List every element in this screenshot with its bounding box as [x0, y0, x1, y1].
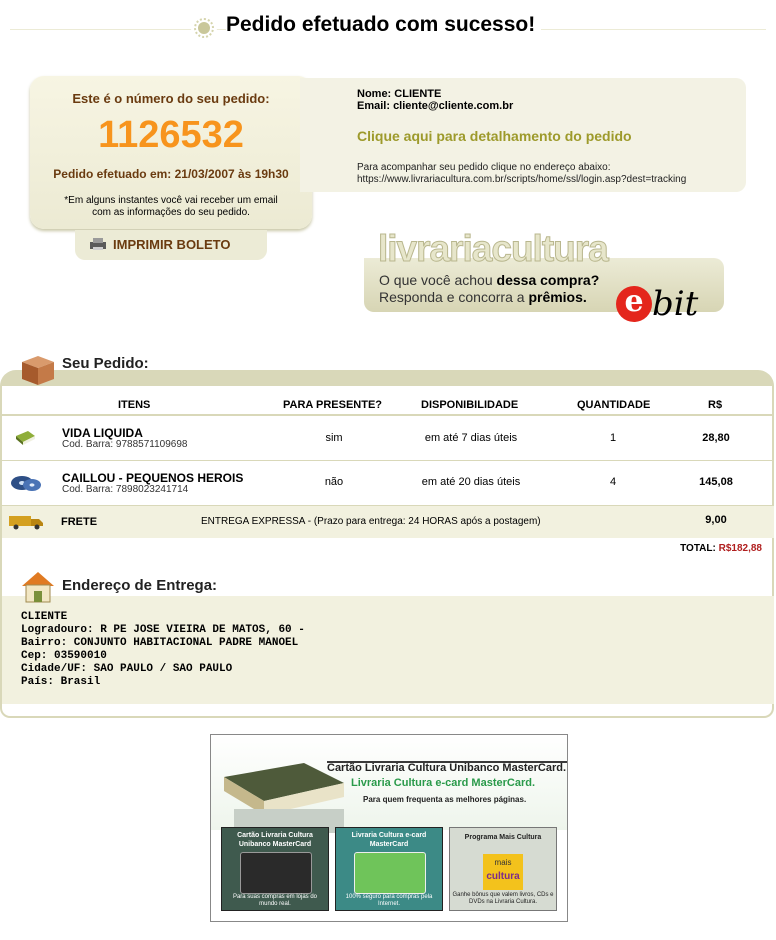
- ebit-logo-text: bit: [652, 284, 699, 324]
- product-name: VIDA LIQUIDA: [62, 426, 143, 440]
- table-row: [0, 461, 776, 505]
- livraria-cultura-logo: livrariacultura: [378, 228, 608, 269]
- promo-mais-cultura[interactable]: [449, 827, 557, 911]
- gift-value: não: [324, 476, 344, 488]
- ebit-question: O que você achou dessa compra?: [379, 272, 600, 288]
- house-icon: [20, 570, 56, 604]
- address-recipient: CLIENTE: [21, 611, 68, 623]
- credit-card-icon: [240, 852, 312, 894]
- address-street: Logradouro: R PE JOSE VIEIRA DE MATOS, 60 -: [21, 624, 305, 636]
- book-icon: [14, 430, 36, 446]
- column-header-availability: DISPONIBILIDADE: [421, 399, 519, 411]
- order-section-title: Seu Pedido:: [62, 355, 149, 372]
- address-district: Bairro: CONJUNTO HABITACIONAL PADRE MANOEL: [21, 637, 299, 649]
- card-title: Programa Mais Cultura: [464, 834, 542, 841]
- promo-card-unibanco[interactable]: [221, 827, 329, 911]
- column-header-price: R$: [708, 399, 723, 411]
- availability-value: em até 20 dias úteis: [421, 476, 521, 488]
- shipping-price: 9,00: [705, 514, 727, 526]
- order-detail-link[interactable]: Clique aqui para detalhamento do pedido: [357, 128, 632, 144]
- total-value: R$182,88: [718, 543, 762, 554]
- availability-value: em até 7 dias úteis: [424, 432, 518, 444]
- order-note-line: com as informações do seu pedido.: [92, 207, 250, 218]
- price-value: 28,80: [702, 432, 730, 444]
- column-header-quantity: QUANTIDADE: [577, 399, 651, 411]
- customer-email: Email: cliente@cliente.com.br: [357, 100, 514, 112]
- shipping-row: [2, 506, 774, 538]
- order-number-panel: [30, 76, 312, 229]
- customer-name: Nome: CLIENTE: [357, 88, 442, 100]
- tracking-url-link[interactable]: https://www.livrariacultura.com.br/scripts/home/ssl/login.asp?dest=tracking: [357, 174, 687, 185]
- delivery-address-panel: [2, 596, 774, 704]
- card-caption: Para suas compras em lojas do mundo real.: [232, 894, 318, 907]
- dvd-icon: [10, 473, 42, 493]
- ebit-survey-banner[interactable]: [364, 228, 726, 324]
- price-value: 145,08: [699, 476, 733, 488]
- card-caption: 100% seguro para compras pela Internet.: [345, 894, 433, 907]
- gift-value: sim: [325, 432, 343, 444]
- order-total: [680, 543, 762, 554]
- product-barcode: Cod. Barra: 9788571109698: [62, 439, 188, 450]
- quantity-value: 1: [609, 432, 617, 444]
- quantity-value: 4: [609, 476, 617, 488]
- card-title: Livraria Cultura e-card MasterCard: [351, 832, 427, 848]
- address-zip: Cep: 03590010: [21, 650, 107, 662]
- promo-card-ecard[interactable]: [335, 827, 443, 911]
- order-email-note: [45, 195, 297, 219]
- bullet-circle-icon: [191, 15, 217, 41]
- column-header-gift: PARA PRESENTE?: [283, 399, 383, 411]
- ebit-answer: Responda e concorra a prêmios.: [379, 289, 587, 305]
- order-date: Pedido efetuado em: 21/03/2007 às 19h30: [53, 167, 289, 181]
- order-intro-label: Este é o número do seu pedido:: [72, 91, 270, 106]
- card-caption: Ganhe bônus que valem livros, CDs e DVDs na Livraria Cultura.: [452, 892, 554, 905]
- credit-card-icon: [354, 852, 426, 894]
- column-header-items: ITENS: [118, 399, 151, 411]
- card-title: Cartão Livraria Cultura Unibanco MasterCard: [237, 832, 313, 848]
- tracking-instructions: Para acompanhar seu pedido clique no endereço abaixo:: [357, 162, 611, 173]
- delivery-section-title: Endereço de Entrega:: [62, 577, 218, 594]
- total-label: TOTAL:: [680, 543, 716, 554]
- promo-title-line2: Livraria Cultura e-card MasterCard.: [351, 777, 536, 789]
- address-country: País: Brasil: [21, 676, 101, 688]
- address-city-state: Cidade/UF: SAO PAULO / SAO PAULO: [21, 663, 233, 675]
- promo-subtitle: Para quem frequenta as melhores páginas.: [363, 795, 527, 804]
- credit-card-promo-banner[interactable]: [210, 734, 568, 922]
- order-note-line: *Em alguns instantes você vai receber um email: [64, 195, 278, 206]
- table-row: [0, 416, 776, 460]
- mais-cultura-logo-text: cultura: [486, 871, 520, 882]
- mais-cultura-logo: [483, 854, 523, 890]
- ebit-e-logo-icon: e: [616, 286, 652, 322]
- product-name: CAILLOU - PEQUENOS HEROIS: [62, 471, 244, 485]
- shipping-label: FRETE: [61, 516, 98, 528]
- promo-title-line1: Cartão Livraria Cultura Unibanco MasterCard.: [327, 762, 567, 774]
- page-title: Pedido efetuado com sucesso!: [226, 13, 541, 37]
- printer-icon: [89, 237, 107, 251]
- print-boleto-label: IMPRIMIR BOLETO: [113, 237, 231, 252]
- mais-cultura-logo-text: mais: [494, 858, 512, 867]
- print-boleto-button[interactable]: [75, 230, 267, 260]
- product-barcode: Cod. Barra: 7898023241714: [62, 484, 189, 495]
- shipping-description: ENTREGA EXPRESSA - (Prazo para entrega: 24 HORAS após a postagem): [201, 516, 541, 527]
- customer-info-panel: [300, 78, 746, 192]
- order-number: 1126532: [98, 114, 244, 156]
- package-box-icon: [20, 352, 56, 386]
- delivery-truck-icon: [8, 514, 44, 530]
